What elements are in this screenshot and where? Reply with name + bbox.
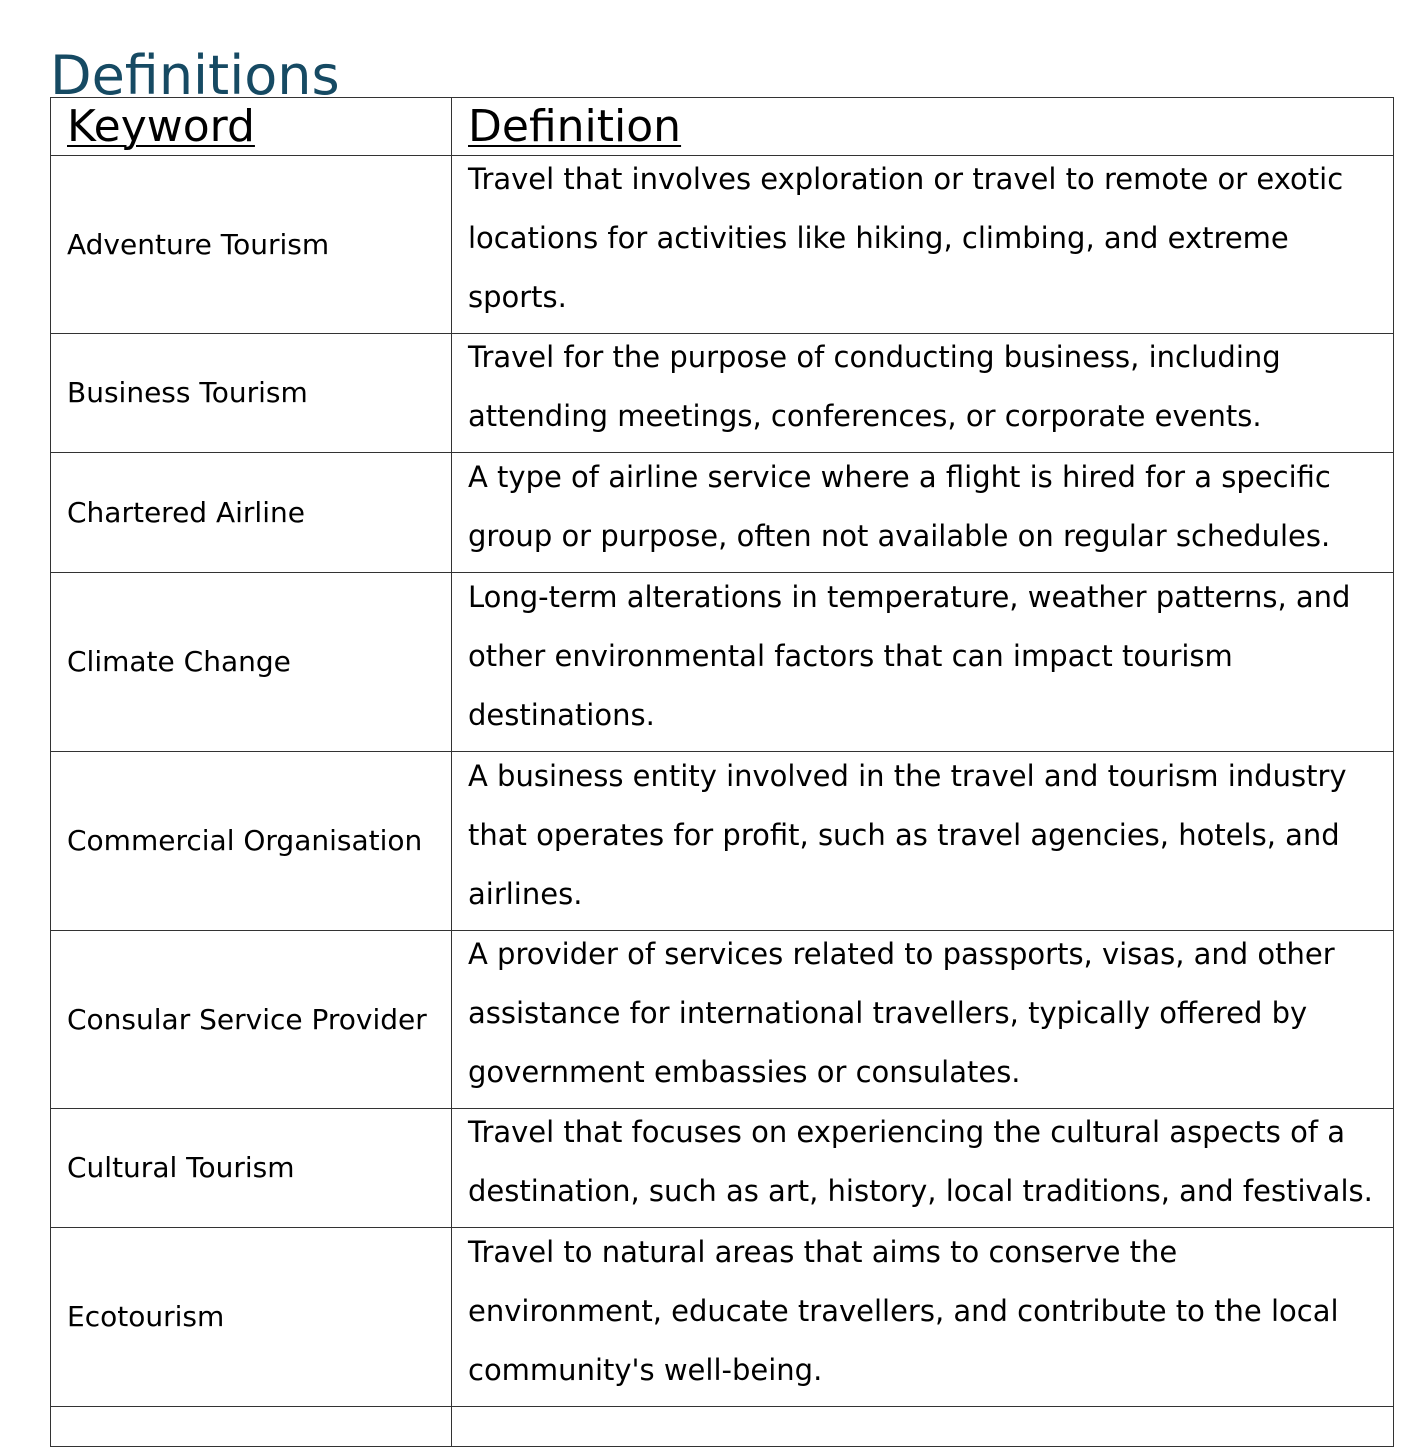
header-keyword: Keyword [51, 98, 452, 156]
table-row [51, 1109, 1394, 1228]
keyword-cell: Cultural Tourism [51, 1109, 452, 1228]
keyword-cell: Commercial Organisation [51, 752, 452, 931]
keyword-cell [51, 1407, 452, 1447]
table-row [51, 931, 1394, 1109]
keyword-cell: Climate Change [51, 573, 452, 752]
definitions-table [50, 97, 1394, 1447]
definition-cell: A provider of services related to passports, visas, and other assistance for international travellers, typically offered by government embassies or consulates. [452, 931, 1394, 1109]
table-row [51, 752, 1394, 931]
definition-cell: Travel to natural areas that aims to conserve the environment, educate travellers, and contribute to the local community's well-being. [452, 1228, 1394, 1407]
definition-cell: Travel that focuses on experiencing the cultural aspects of a destination, such as art, history, local traditions, and festivals. [452, 1109, 1394, 1228]
keyword-cell: Ecotourism [51, 1228, 452, 1407]
table-row [51, 453, 1394, 573]
table-row [51, 1228, 1394, 1407]
table-row [51, 1407, 1394, 1447]
keyword-cell: Business Tourism [51, 334, 452, 453]
keyword-cell: Chartered Airline [51, 453, 452, 573]
table-header-row [51, 98, 1394, 156]
keyword-cell: Consular Service Provider [51, 931, 452, 1109]
table-row [51, 156, 1394, 334]
definition-cell: A business entity involved in the travel and tourism industry that operates for profit, such as travel agencies, hotels, and airlines. [452, 752, 1394, 931]
definition-cell: A type of airline service where a flight is hired for a specific group or purpose, often not available on regular schedules. [452, 453, 1394, 573]
page-title: Definitions [50, 44, 340, 108]
table-row [51, 573, 1394, 752]
table-row [51, 334, 1394, 453]
keyword-cell: Adventure Tourism [51, 156, 452, 334]
definition-cell: Travel that involves exploration or travel to remote or exotic locations for activities like hiking, climbing, and extreme sports. [452, 156, 1394, 334]
definition-cell [452, 1407, 1394, 1447]
definition-cell: Travel for the purpose of conducting business, including attending meetings, conferences, or corporate events. [452, 334, 1394, 453]
header-definition: Definition [452, 98, 1394, 156]
definition-cell: Long-term alterations in temperature, weather patterns, and other environmental factors that can impact tourism destinations. [452, 573, 1394, 752]
